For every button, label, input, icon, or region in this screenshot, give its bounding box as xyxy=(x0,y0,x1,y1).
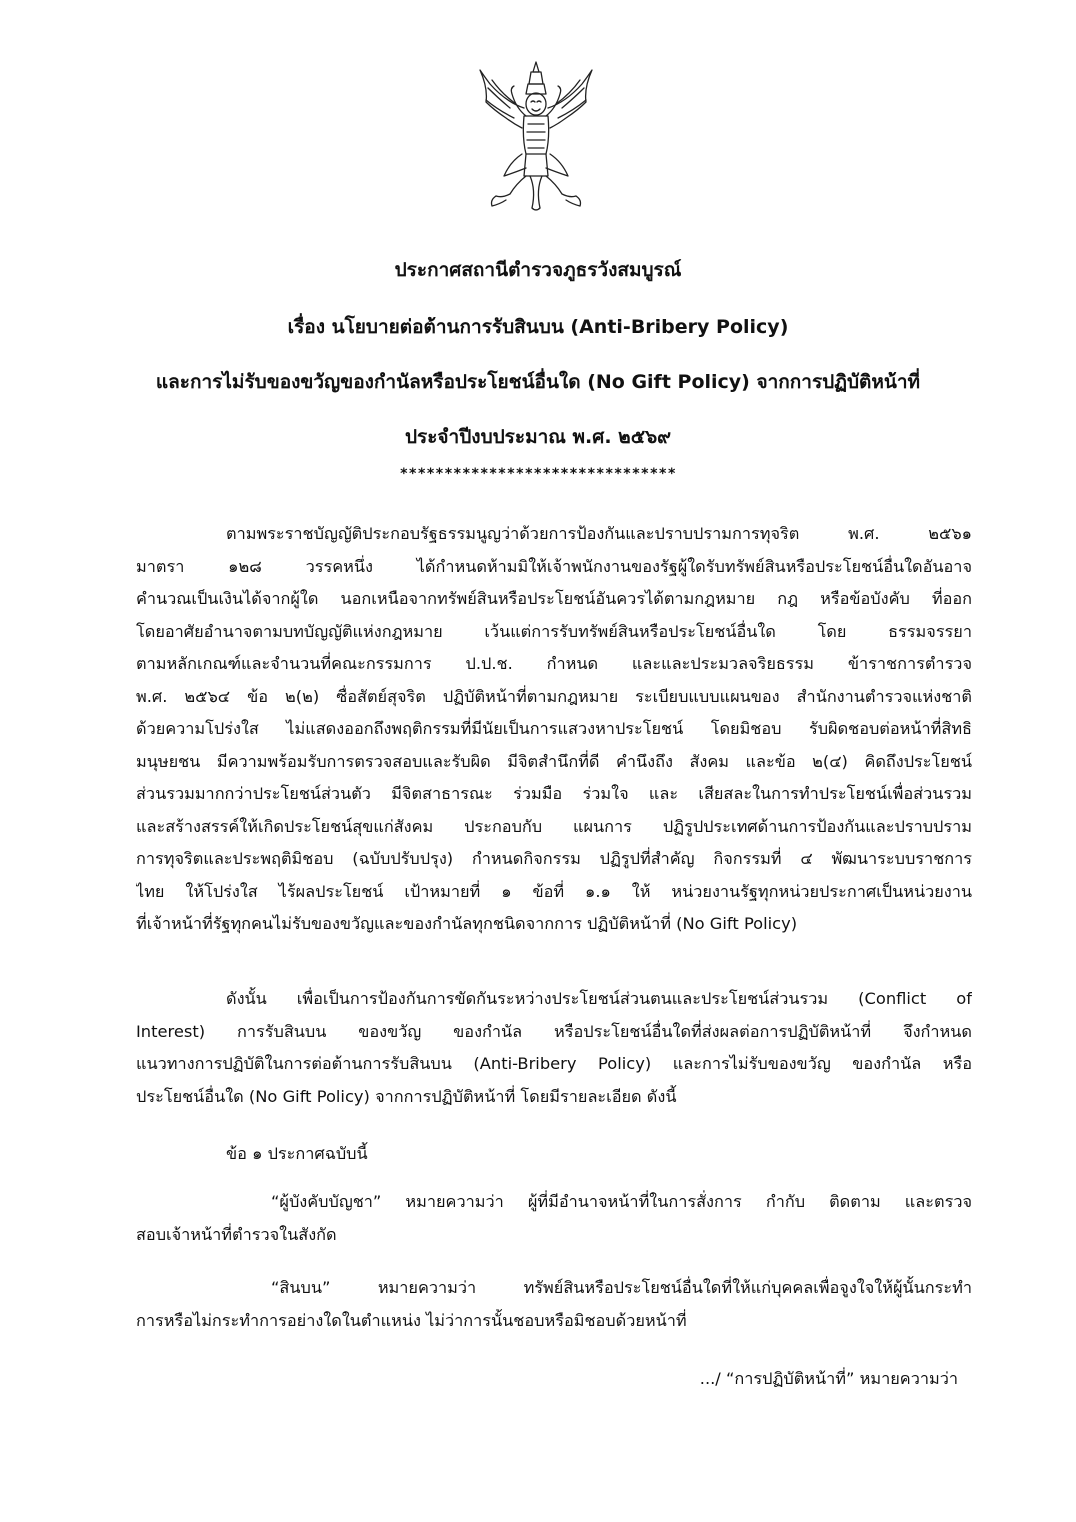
paragraph-line: ส่วนรวมมากกว่าประโยชน์ส่วนตัว มีจิตสาธารณะ ร่วมมือ ร่วมใจ และ เสียสละในการทำประโยชน์เพื่อส่วนรวม xyxy=(136,784,972,803)
definition-supervisor xyxy=(136,1186,972,1251)
paragraph-line: ดังนั้น เพื่อเป็นการป้องกันการขัดกันระหว่างประโยชน์ส่วนตนและประโยชน์ส่วนรวม (Conflict of xyxy=(226,989,972,1008)
paragraph-line: ประโยชน์อื่นใด (No Gift Policy) จากการปฏิบัติหน้าที่ โดยมีรายละเอียด ดังนี้ xyxy=(136,1086,677,1106)
paragraph-line: ตามหลักเกณฑ์และจำนวนที่คณะกรรมการ ป.ป.ช. กำหนด และและประมวลจริยธรรม ข้าราชการตำรวจ xyxy=(136,654,972,673)
paragraph-line: พ.ศ. ๒๕๖๔ ข้อ ๒(๒) ซื่อสัตย์สุจริต ปฏิบัติหน้าที่ตามกฎหมาย ระเบียบแบบแผนของ สำนักงานตำรวจแห่งชาติ xyxy=(136,686,972,706)
paragraph-line: การทุจริตและประพฤติมิชอบ (ฉบับปรับปรุง) กำหนดกิจกรรม ปฏิรูปที่สำคัญ กิจกรรมที่ ๔ พัฒนาระบบราชการ xyxy=(136,849,972,868)
definition-line: สอบเจ้าหน้าที่ตำรวจในสังกัด xyxy=(136,1224,337,1244)
paragraph-line: โดยอาศัยอำนาจตามบทบัญญัติแห่งกฎหมาย เว้นแต่การรับทรัพย์สินหรือประโยชน์อื่นใด โดย ธรรมจรรยา xyxy=(136,621,972,641)
paragraph-line: และสร้างสรรค์ให้เกิดประโยชน์สุขแก่สังคม ประกอบกับ แผนการ ปฏิรูปประเทศด้านการป้องกันและปราบปราม xyxy=(136,816,972,836)
definition-line: “สินบน” หมายความว่า ทรัพย์สินหรือประโยชน์อื่นใดที่ให้แก่บุคคลเพื่อจูงใจให้ผู้นั้นกระทำ xyxy=(271,1278,972,1297)
paragraph-legal-basis xyxy=(136,518,972,941)
announcement-subject-continued: และการไม่รับของขวัญของกำนัลหรือประโยชน์อื่นใด (No Gift Policy) จากการปฏิบัติหน้าที่ xyxy=(155,371,921,393)
paragraph-line: Interest) การรับสินบน ของขวัญ ของกำนัล หรือประโยชน์อื่นใดที่ส่งผลต่อการปฏิบัติหน้าที่ จึงกำหนด xyxy=(136,1021,972,1041)
paragraph-purpose xyxy=(136,983,972,1113)
page-continuation-note: .../ “การปฏิบัติหน้าที่” หมายความว่า xyxy=(699,1369,958,1388)
paragraph-line: มาตรา ๑๒๘ วรรคหนึ่ง ได้กำหนดห้ามมิให้เจ้าพนักงานของรัฐผู้ใดรับทรัพย์สินหรือประโยชน์อื่นใดอันอาจ xyxy=(136,556,972,576)
paragraph-line: แนวทางการปฏิบัติในการต่อต้านการรับสินบน (Anti-Bribery Policy) และการไม่รับของขวัญ ของกำนัล หรือ xyxy=(136,1054,972,1073)
clause-line: ข้อ ๑ ประกาศฉบับนี้ xyxy=(226,1144,368,1163)
fiscal-year-line: ประจำปีงบประมาณ พ.ศ. ๒๕๖๙ xyxy=(404,426,672,448)
paragraph-line: ไทย ให้โปร่งใส ไร้ผลประโยชน์ เป้าหมายที่ ๑ ข้อที่ ๑.๑ ให้ หน่วยงานรัฐทุกหน่วยประกาศเป็นหน่วยงาน xyxy=(136,881,972,901)
announcement-title: ประกาศสถานีตำรวจภูธรวังสมบูรณ์ xyxy=(394,259,682,281)
paragraph-line: ด้วยความโปร่งใส ไม่แสดงออกถึงพฤติกรรมที่มีนัยเป็นการแสวงหาประโยชน์ โดยมิชอบ รับผิดชอบต่อหน้าที่สิทธิ xyxy=(136,719,972,738)
definition-bribe xyxy=(136,1272,972,1337)
paragraph-line: มนุษยชน มีความพร้อมรับการตรวจสอบและรับผิด มีจิตสำนึกที่ดี คำนึงถึง สังคม และข้อ ๒(๔) คิดถึงประโยชน์ xyxy=(136,751,972,771)
garuda-emblem xyxy=(476,58,596,214)
clause-1-heading xyxy=(136,1138,972,1171)
announcement-subject: เรื่อง นโยบายต่อต้านการรับสินบน (Anti-Bribery Policy) xyxy=(287,316,789,338)
paragraph-line: ที่เจ้าหน้าที่รัฐทุกคนไม่รับของขวัญและของกำนัลทุกชนิดจากการ ปฏิบัติหน้าที่ (No Gift Policy) xyxy=(136,914,798,933)
paragraph-line: ตามพระราชบัญญัติประกอบรัฐธรรมนูญว่าด้วยการป้องกันและปราบปรามการทุจริต พ.ศ. ๒๕๖๑ xyxy=(226,524,972,543)
paragraph-line: คำนวณเป็นเงินได้จากผู้ใด นอกเหนือจากทรัพย์สินหรือประโยชน์อันควรได้ตามกฎหมาย กฎ หรือข้อบังคับ ที่ออก xyxy=(136,589,972,608)
definition-line: การหรือไม่กระทำการอย่างใดในตำแหน่ง ไม่ว่าการนั้นชอบหรือมิชอบด้วยหน้าที่ xyxy=(136,1310,687,1330)
definition-line: “ผู้บังคับบัญชา” หมายความว่า ผู้ที่มีอำนาจหน้าที่ในการสั่งการ กำกับ ติดตาม และตรวจ xyxy=(271,1192,972,1211)
separator-stars: ******************************* xyxy=(399,466,677,482)
